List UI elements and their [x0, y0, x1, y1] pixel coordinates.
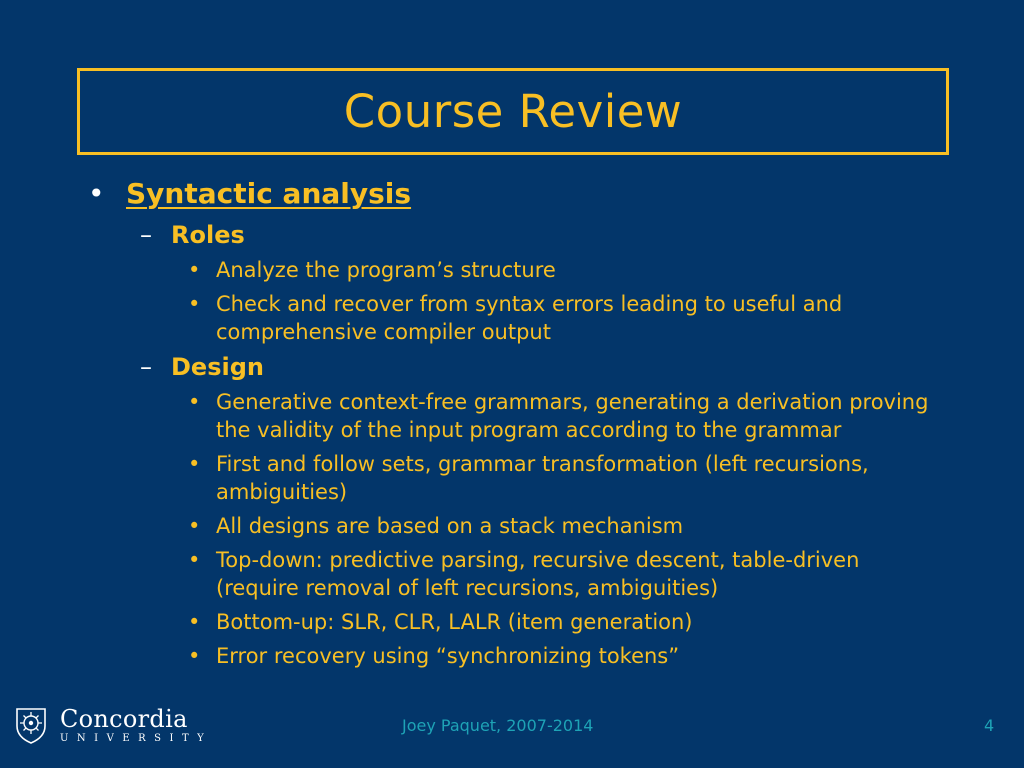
- list-item-text: Analyze the program’s structure: [216, 258, 556, 282]
- list-item-text: First and follow sets, grammar transformation (left recursions, ambiguities): [216, 452, 869, 504]
- list-item: [188, 290, 948, 346]
- list-item-text: Top-down: predictive parsing, recursive descent, table-driven (require removal of left recursions, ambiguities): [216, 548, 860, 600]
- slide-footer: [0, 714, 1024, 744]
- list-item: [188, 512, 948, 540]
- roles-list: [188, 256, 948, 352]
- bullet-marker: •: [188, 390, 201, 414]
- section-design: [140, 351, 264, 383]
- bullet-marker: •: [188, 514, 201, 538]
- page-number: 4: [984, 716, 995, 735]
- bullet-marker: •: [188, 610, 201, 634]
- logo-name: Concordia: [60, 705, 188, 733]
- top-level-bullet: [88, 174, 411, 214]
- logo-subtitle: UNIVERSITY: [60, 733, 213, 744]
- section-label-roles: Roles: [171, 221, 245, 249]
- dash-marker: –: [140, 221, 152, 249]
- dash-marker: –: [140, 353, 152, 381]
- bullet-marker: •: [188, 292, 201, 316]
- list-item: [188, 256, 948, 284]
- slide-title: Course Review: [343, 85, 683, 138]
- list-item: [188, 388, 948, 444]
- bullet-marker: •: [188, 258, 201, 282]
- section-roles: [140, 219, 245, 251]
- section-label-design: Design: [171, 353, 264, 381]
- footer-author: Joey Paquet, 2007-2014: [402, 716, 594, 735]
- list-item-text: Check and recover from syntax errors leading to useful and comprehensive compiler output: [216, 292, 843, 344]
- list-item-text: Generative context-free grammars, generating a derivation proving the validity of the input program according to the grammar: [216, 390, 929, 442]
- list-item: [188, 608, 948, 636]
- list-item-text: All designs are based on a stack mechanism: [216, 514, 684, 538]
- list-item-text: Error recovery using “synchronizing tokens”: [216, 644, 680, 668]
- list-item: [188, 642, 948, 670]
- list-item: [188, 546, 948, 602]
- bullet-marker: •: [188, 644, 201, 668]
- bullet-marker: •: [88, 177, 105, 210]
- list-item: [188, 450, 948, 506]
- list-item-text: Bottom-up: SLR, CLR, LALR (item generation): [216, 610, 693, 634]
- title-frame: [77, 68, 949, 155]
- design-list: [188, 388, 948, 676]
- bullet-marker: •: [188, 548, 201, 572]
- bullet-marker: •: [188, 452, 201, 476]
- heading-syntactic-analysis[interactable]: Syntactic analysis: [126, 177, 412, 210]
